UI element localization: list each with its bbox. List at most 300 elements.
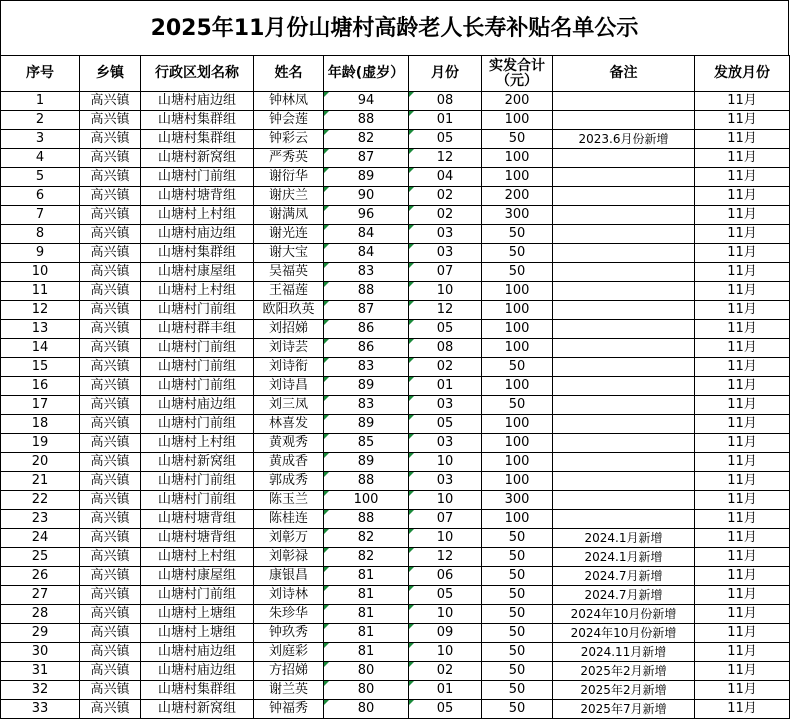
cell-month: 10 (409, 453, 482, 472)
cell-issue-month: 11月 (695, 434, 790, 453)
cell-group: 山塘村门前组 (141, 168, 254, 187)
cell-no: 2 (1, 111, 80, 130)
cell-group: 山塘村新窝组 (141, 149, 254, 168)
cell-town: 高兴镇 (80, 244, 141, 263)
cell-no: 16 (1, 377, 80, 396)
cell-town: 高兴镇 (80, 472, 141, 491)
cell-town: 高兴镇 (80, 586, 141, 605)
cell-month: 06 (409, 567, 482, 586)
cell-no: 17 (1, 396, 80, 415)
cell-town: 高兴镇 (80, 358, 141, 377)
table-row (1, 301, 790, 320)
header-group: 行政区划名称 (141, 56, 254, 92)
table-row (1, 282, 790, 301)
cell-issue-month: 11月 (695, 282, 790, 301)
cell-group: 山塘村上村组 (141, 548, 254, 567)
cell-town: 高兴镇 (80, 453, 141, 472)
cell-age: 84 (324, 225, 409, 244)
table-row (1, 206, 790, 225)
cell-age: 87 (324, 149, 409, 168)
cell-no: 4 (1, 149, 80, 168)
cell-amount: 50 (482, 263, 553, 282)
cell-town: 高兴镇 (80, 130, 141, 149)
subsidy-table (0, 55, 790, 719)
header-name: 姓名 (254, 56, 324, 92)
cell-town: 高兴镇 (80, 605, 141, 624)
cell-age: 83 (324, 263, 409, 282)
cell-month: 07 (409, 510, 482, 529)
cell-amount: 200 (482, 187, 553, 206)
cell-amount: 50 (482, 700, 553, 719)
header-amount-line1: 实发合计 (489, 57, 545, 74)
cell-note (553, 396, 695, 415)
cell-issue-month: 11月 (695, 244, 790, 263)
cell-group: 山塘村上村组 (141, 206, 254, 225)
cell-name: 刘三凤 (254, 396, 324, 415)
cell-age: 85 (324, 434, 409, 453)
cell-issue-month: 11月 (695, 358, 790, 377)
cell-issue-month: 11月 (695, 301, 790, 320)
cell-month: 03 (409, 225, 482, 244)
cell-amount: 100 (482, 472, 553, 491)
cell-name: 朱珍华 (254, 605, 324, 624)
cell-amount: 100 (482, 149, 553, 168)
cell-town: 高兴镇 (80, 624, 141, 643)
table-row (1, 339, 790, 358)
cell-issue-month: 11月 (695, 453, 790, 472)
table-row (1, 472, 790, 491)
cell-group: 山塘村塘背组 (141, 510, 254, 529)
cell-name: 王福莲 (254, 282, 324, 301)
table-row (1, 605, 790, 624)
cell-no: 18 (1, 415, 80, 434)
cell-no: 29 (1, 624, 80, 643)
header-amount-line2: （元） (496, 72, 538, 89)
cell-group: 山塘村塘背组 (141, 529, 254, 548)
cell-no: 25 (1, 548, 80, 567)
cell-name: 刘诗芸 (254, 339, 324, 358)
cell-note (553, 225, 695, 244)
table-row (1, 510, 790, 529)
cell-amount: 100 (482, 510, 553, 529)
cell-name: 黄观秀 (254, 434, 324, 453)
cell-name: 钟会莲 (254, 111, 324, 130)
cell-month: 05 (409, 586, 482, 605)
cell-amount: 200 (482, 92, 553, 111)
cell-no: 28 (1, 605, 80, 624)
cell-age: 81 (324, 624, 409, 643)
cell-issue-month: 11月 (695, 396, 790, 415)
cell-issue-month: 11月 (695, 624, 790, 643)
cell-no: 22 (1, 491, 80, 510)
cell-amount: 50 (482, 396, 553, 415)
cell-age: 89 (324, 415, 409, 434)
cell-town: 高兴镇 (80, 434, 141, 453)
cell-group: 山塘村集群组 (141, 111, 254, 130)
header-town: 乡镇 (80, 56, 141, 92)
cell-month: 08 (409, 339, 482, 358)
cell-age: 80 (324, 700, 409, 719)
cell-month: 10 (409, 605, 482, 624)
cell-name: 钟彩云 (254, 130, 324, 149)
cell-issue-month: 11月 (695, 586, 790, 605)
cell-town: 高兴镇 (80, 567, 141, 586)
cell-issue-month: 11月 (695, 320, 790, 339)
cell-name: 黄成香 (254, 453, 324, 472)
cell-amount: 100 (482, 168, 553, 187)
cell-no: 14 (1, 339, 80, 358)
cell-town: 高兴镇 (80, 700, 141, 719)
cell-age: 84 (324, 244, 409, 263)
cell-issue-month: 11月 (695, 111, 790, 130)
cell-town: 高兴镇 (80, 263, 141, 282)
cell-amount: 100 (482, 453, 553, 472)
cell-town: 高兴镇 (80, 111, 141, 130)
table-row (1, 567, 790, 586)
cell-month: 09 (409, 624, 482, 643)
cell-note (553, 510, 695, 529)
cell-group: 山塘村康屋组 (141, 567, 254, 586)
cell-age: 90 (324, 187, 409, 206)
cell-issue-month: 11月 (695, 187, 790, 206)
cell-note (553, 339, 695, 358)
cell-note (553, 358, 695, 377)
cell-issue-month: 11月 (695, 491, 790, 510)
cell-month: 01 (409, 681, 482, 700)
header-note: 备注 (553, 56, 695, 92)
cell-month: 01 (409, 111, 482, 130)
table-row (1, 244, 790, 263)
table-row (1, 320, 790, 339)
cell-month: 12 (409, 548, 482, 567)
cell-month: 02 (409, 662, 482, 681)
cell-month: 05 (409, 415, 482, 434)
table-row (1, 396, 790, 415)
cell-town: 高兴镇 (80, 643, 141, 662)
cell-note (553, 92, 695, 111)
cell-note (553, 434, 695, 453)
cell-no: 31 (1, 662, 80, 681)
header-age: 年龄(虚岁） (324, 56, 409, 92)
cell-note (553, 320, 695, 339)
cell-age: 86 (324, 320, 409, 339)
cell-month: 10 (409, 491, 482, 510)
cell-month: 12 (409, 301, 482, 320)
cell-age: 89 (324, 377, 409, 396)
cell-name: 谢光连 (254, 225, 324, 244)
cell-month: 10 (409, 643, 482, 662)
cell-group: 山塘村上村组 (141, 434, 254, 453)
table-row (1, 149, 790, 168)
cell-amount: 100 (482, 339, 553, 358)
cell-name: 郭成秀 (254, 472, 324, 491)
cell-name: 谢大宝 (254, 244, 324, 263)
cell-name: 谢庆兰 (254, 187, 324, 206)
cell-amount: 50 (482, 605, 553, 624)
cell-note: 2025年2月新增 (553, 681, 695, 700)
cell-town: 高兴镇 (80, 92, 141, 111)
cell-note: 2024.1月新增 (553, 548, 695, 567)
cell-note (553, 282, 695, 301)
cell-note (553, 301, 695, 320)
cell-town: 高兴镇 (80, 225, 141, 244)
cell-town: 高兴镇 (80, 415, 141, 434)
table-row (1, 263, 790, 282)
cell-group: 山塘村集群组 (141, 244, 254, 263)
cell-group: 山塘村门前组 (141, 472, 254, 491)
cell-no: 23 (1, 510, 80, 529)
header-row (1, 56, 790, 92)
cell-note: 2023.6月份新增 (553, 130, 695, 149)
cell-issue-month: 11月 (695, 130, 790, 149)
cell-issue-month: 11月 (695, 415, 790, 434)
cell-amount: 50 (482, 586, 553, 605)
cell-town: 高兴镇 (80, 529, 141, 548)
cell-town: 高兴镇 (80, 320, 141, 339)
cell-month: 10 (409, 282, 482, 301)
cell-amount: 50 (482, 225, 553, 244)
cell-town: 高兴镇 (80, 377, 141, 396)
cell-town: 高兴镇 (80, 301, 141, 320)
cell-name: 方招娣 (254, 662, 324, 681)
cell-issue-month: 11月 (695, 567, 790, 586)
cell-no: 5 (1, 168, 80, 187)
cell-note: 2025年2月新增 (553, 662, 695, 681)
cell-group: 山塘村康屋组 (141, 263, 254, 282)
cell-no: 8 (1, 225, 80, 244)
cell-issue-month: 11月 (695, 225, 790, 244)
cell-town: 高兴镇 (80, 339, 141, 358)
cell-name: 谢兰英 (254, 681, 324, 700)
table-row (1, 415, 790, 434)
cell-no: 15 (1, 358, 80, 377)
cell-month: 01 (409, 377, 482, 396)
cell-issue-month: 11月 (695, 377, 790, 396)
cell-note: 2024.1月新增 (553, 529, 695, 548)
cell-note (553, 168, 695, 187)
cell-month: 03 (409, 434, 482, 453)
cell-age: 88 (324, 282, 409, 301)
cell-name: 钟福秀 (254, 700, 324, 719)
cell-note: 2024年10月份新增 (553, 624, 695, 643)
cell-note: 2025年7月新增 (553, 700, 695, 719)
cell-month: 03 (409, 244, 482, 263)
cell-group: 山塘村新窝组 (141, 700, 254, 719)
cell-note: 2024.11月新增 (553, 643, 695, 662)
cell-note: 2024年10月份新增 (553, 605, 695, 624)
table-row (1, 662, 790, 681)
cell-name: 刘诗昌 (254, 377, 324, 396)
cell-month: 03 (409, 396, 482, 415)
cell-name: 钟林凤 (254, 92, 324, 111)
cell-group: 山塘村门前组 (141, 301, 254, 320)
cell-amount: 50 (482, 624, 553, 643)
cell-note: 2024.7月新增 (553, 586, 695, 605)
cell-no: 12 (1, 301, 80, 320)
cell-name: 刘庭彩 (254, 643, 324, 662)
cell-name: 刘彰禄 (254, 548, 324, 567)
cell-amount: 100 (482, 111, 553, 130)
cell-issue-month: 11月 (695, 168, 790, 187)
cell-note (553, 415, 695, 434)
cell-no: 26 (1, 567, 80, 586)
cell-name: 康银昌 (254, 567, 324, 586)
cell-age: 89 (324, 453, 409, 472)
cell-age: 86 (324, 339, 409, 358)
cell-age: 88 (324, 510, 409, 529)
cell-name: 谢衍华 (254, 168, 324, 187)
cell-month: 05 (409, 320, 482, 339)
cell-no: 32 (1, 681, 80, 700)
cell-group: 山塘村门前组 (141, 377, 254, 396)
table-row (1, 529, 790, 548)
cell-group: 山塘村上塘组 (141, 605, 254, 624)
cell-amount: 50 (482, 662, 553, 681)
cell-amount: 50 (482, 567, 553, 586)
cell-amount: 50 (482, 130, 553, 149)
cell-age: 83 (324, 396, 409, 415)
table-row (1, 453, 790, 472)
cell-amount: 50 (482, 681, 553, 700)
cell-age: 82 (324, 548, 409, 567)
table-row (1, 358, 790, 377)
cell-group: 山塘村庙边组 (141, 92, 254, 111)
cell-town: 高兴镇 (80, 681, 141, 700)
cell-town: 高兴镇 (80, 168, 141, 187)
cell-no: 1 (1, 92, 80, 111)
cell-age: 88 (324, 472, 409, 491)
cell-no: 27 (1, 586, 80, 605)
cell-age: 81 (324, 605, 409, 624)
table-row (1, 187, 790, 206)
cell-no: 20 (1, 453, 80, 472)
cell-group: 山塘村塘背组 (141, 187, 254, 206)
cell-age: 83 (324, 358, 409, 377)
cell-month: 10 (409, 529, 482, 548)
cell-issue-month: 11月 (695, 681, 790, 700)
cell-issue-month: 11月 (695, 206, 790, 225)
cell-group: 山塘村门前组 (141, 491, 254, 510)
cell-town: 高兴镇 (80, 662, 141, 681)
cell-month: 02 (409, 206, 482, 225)
cell-town: 高兴镇 (80, 149, 141, 168)
cell-town: 高兴镇 (80, 510, 141, 529)
cell-group: 山塘村庙边组 (141, 225, 254, 244)
cell-no: 21 (1, 472, 80, 491)
cell-group: 山塘村庙边组 (141, 643, 254, 662)
cell-age: 80 (324, 662, 409, 681)
cell-group: 山塘村庙边组 (141, 396, 254, 415)
cell-name: 刘诗衔 (254, 358, 324, 377)
table-row (1, 681, 790, 700)
cell-amount: 50 (482, 643, 553, 662)
cell-town: 高兴镇 (80, 187, 141, 206)
cell-amount: 100 (482, 320, 553, 339)
cell-age: 82 (324, 130, 409, 149)
cell-age: 81 (324, 643, 409, 662)
cell-note (553, 244, 695, 263)
cell-amount: 50 (482, 358, 553, 377)
cell-issue-month: 11月 (695, 662, 790, 681)
cell-name: 刘招娣 (254, 320, 324, 339)
cell-name: 陈玉兰 (254, 491, 324, 510)
cell-note (553, 377, 695, 396)
header-issue-month: 发放月份 (695, 56, 790, 92)
cell-month: 04 (409, 168, 482, 187)
cell-issue-month: 11月 (695, 529, 790, 548)
cell-issue-month: 11月 (695, 643, 790, 662)
cell-group: 山塘村门前组 (141, 358, 254, 377)
cell-town: 高兴镇 (80, 396, 141, 415)
table-row (1, 377, 790, 396)
cell-age: 87 (324, 301, 409, 320)
cell-no: 11 (1, 282, 80, 301)
cell-issue-month: 11月 (695, 472, 790, 491)
cell-name: 林喜发 (254, 415, 324, 434)
cell-issue-month: 11月 (695, 605, 790, 624)
cell-issue-month: 11月 (695, 263, 790, 282)
cell-no: 9 (1, 244, 80, 263)
cell-age: 82 (324, 529, 409, 548)
cell-note (553, 149, 695, 168)
cell-amount: 50 (482, 529, 553, 548)
cell-amount: 100 (482, 301, 553, 320)
cell-month: 03 (409, 472, 482, 491)
cell-no: 3 (1, 130, 80, 149)
cell-month: 12 (409, 149, 482, 168)
cell-amount: 100 (482, 282, 553, 301)
cell-age: 81 (324, 567, 409, 586)
cell-issue-month: 11月 (695, 92, 790, 111)
cell-age: 81 (324, 586, 409, 605)
cell-amount: 50 (482, 548, 553, 567)
cell-no: 19 (1, 434, 80, 453)
cell-month: 02 (409, 358, 482, 377)
cell-name: 陈桂连 (254, 510, 324, 529)
cell-amount: 300 (482, 206, 553, 225)
cell-amount: 50 (482, 244, 553, 263)
cell-no: 33 (1, 700, 80, 719)
cell-name: 谢满凤 (254, 206, 324, 225)
table-row (1, 434, 790, 453)
cell-note (553, 263, 695, 282)
cell-town: 高兴镇 (80, 206, 141, 225)
cell-name: 钟玖秀 (254, 624, 324, 643)
cell-note (553, 472, 695, 491)
cell-note (553, 491, 695, 510)
cell-no: 6 (1, 187, 80, 206)
table-row (1, 130, 790, 149)
cell-issue-month: 11月 (695, 149, 790, 168)
cell-group: 山塘村新窝组 (141, 453, 254, 472)
cell-name: 欧阳玖英 (254, 301, 324, 320)
cell-month: 07 (409, 263, 482, 282)
cell-group: 山塘村庙边组 (141, 662, 254, 681)
cell-town: 高兴镇 (80, 548, 141, 567)
cell-note: 2024.7月新增 (553, 567, 695, 586)
table-row (1, 643, 790, 662)
cell-group: 山塘村上村组 (141, 282, 254, 301)
cell-issue-month: 11月 (695, 548, 790, 567)
cell-month: 05 (409, 130, 482, 149)
cell-name: 刘诗林 (254, 586, 324, 605)
cell-note (553, 187, 695, 206)
header-no: 序号 (1, 56, 80, 92)
cell-age: 96 (324, 206, 409, 225)
cell-issue-month: 11月 (695, 339, 790, 358)
cell-no: 24 (1, 529, 80, 548)
cell-note (553, 111, 695, 130)
